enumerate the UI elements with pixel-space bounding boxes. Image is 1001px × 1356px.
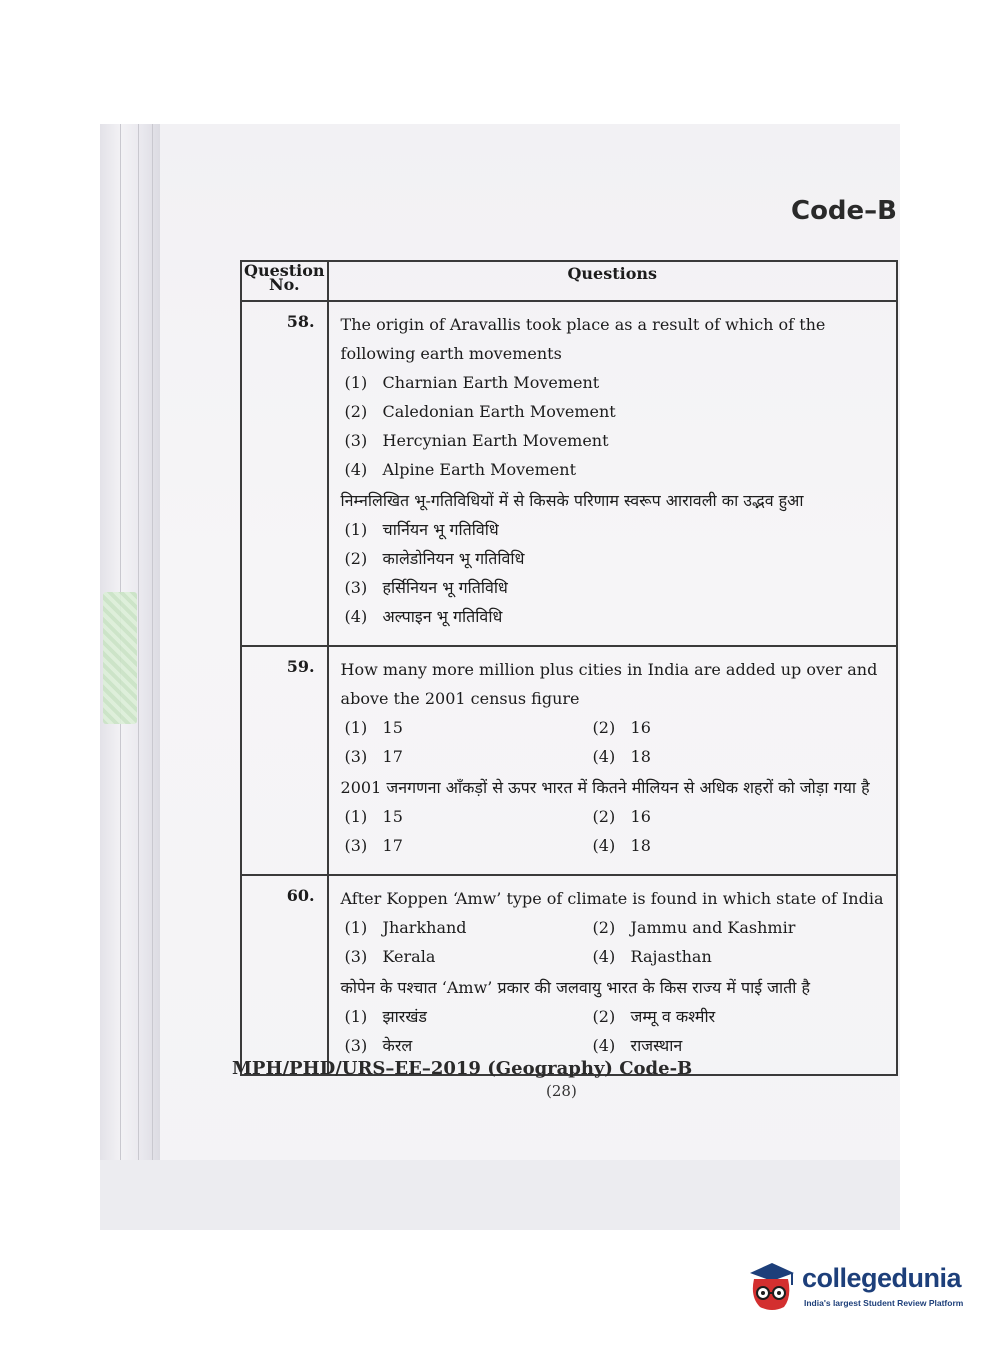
option-number: (3) [344,431,368,450]
brand-name: collegedunia [802,1263,962,1293]
option [341,602,892,631]
option-text: 16 [630,807,651,826]
option-number: (3) [344,836,368,855]
option-text: 16 [630,718,651,737]
question-number: 59. [241,646,328,875]
brand-tagline: India's largest Student Review Platform [804,1298,964,1308]
option-number: (4) [344,460,368,479]
option [593,742,853,771]
option-number: (2) [592,1007,616,1026]
option-text: Kerala [382,947,436,966]
question-number: 58. [241,301,328,646]
option-text: कालेडोनियन भू गतिविधि [382,549,525,568]
option-number: (2) [592,918,616,937]
option-text: झारखंड [382,1007,427,1026]
option-number: (1) [344,1007,368,1026]
option-number: (1) [344,520,368,539]
option-text: हर्सिनियन भू गतिविधि [382,578,508,597]
option-number: (2) [344,549,368,568]
option-number: (3) [344,947,368,966]
option-grid [341,1002,892,1060]
option [345,942,593,971]
question-stem-en: How many more million plus cities in India are added up over and above the 2001 census figure [340,660,878,708]
option-number: (3) [344,1036,368,1055]
option-text: Jharkhand [382,918,467,937]
option [345,1002,593,1031]
option [593,942,853,971]
option-number: (2) [344,402,368,421]
question-stem-en: After Koppen ‘Amw’ type of climate is found in which state of India [340,889,884,908]
question-row [241,875,897,1075]
page-number: (28) [546,1082,577,1100]
question-row [241,646,897,875]
option [593,713,853,742]
question-table [240,260,898,1076]
question-stem-hi: कोपेन के पश्चात ‘Amw’ प्रकार की जलवायु भारत के किस राज्य में पाई जाती है [340,978,811,997]
option-number: (2) [592,807,616,826]
question-stem-hi: निम्नलिखित भू-गतिविधियों में से किसके परिणाम स्वरूप आरावली का उद्भव हुआ [340,491,804,510]
option-text: Rajasthan [630,947,712,966]
option-text: अल्पाइन भू गतिविधि [382,607,503,626]
option-text: 17 [382,747,403,766]
option [341,368,892,397]
option [593,831,853,860]
option-text: 17 [382,836,403,855]
option [345,802,593,831]
option-text: Caledonian Earth Movement [382,402,616,421]
option [341,515,892,544]
question-body [328,875,897,1075]
option [341,573,892,602]
option-number: (1) [344,718,368,737]
option [341,397,892,426]
option-text: Charnian Earth Movement [382,373,600,392]
option-text: चार्नियन भू गतिविधि [382,520,499,539]
option [593,802,853,831]
option-number: (1) [344,373,368,392]
option-text: 15 [382,807,403,826]
question-no-header: Question No. [241,261,328,301]
option-number: (3) [344,747,368,766]
page-edge [100,1160,900,1230]
option-text: Hercynian Earth Movement [382,431,609,450]
option-text: 18 [630,747,651,766]
collegedunia-logo [742,1255,972,1315]
option [345,713,593,742]
option-number: (1) [344,807,368,826]
option-text: Alpine Earth Movement [382,460,577,479]
option-number: (1) [344,918,368,937]
paper-code-footer: MPH/PHD/URS–EE–2019 (Geography) Code-B [232,1058,693,1079]
option-text: 15 [382,718,403,737]
question-stem-hi: 2001 जनगणना आँकड़ों से ऊपर भारत में कितने मीलियन से अधिक शहरों को जोड़ा गया है [340,778,870,797]
option [593,1031,853,1060]
option [345,1031,593,1060]
question-body [328,301,897,646]
questions-header: Questions [328,261,897,301]
option [341,544,892,573]
option-grid [341,802,892,860]
option-text: Jammu and Kashmir [630,918,796,937]
question-number: 60. [241,875,328,1075]
option-number: (4) [344,607,368,626]
option-number: (4) [592,747,616,766]
option-number: (4) [592,836,616,855]
option [345,831,593,860]
option-number: (3) [344,578,368,597]
option-text: जम्मू व कश्मीर [630,1007,716,1026]
option [341,455,892,484]
option-number: (4) [592,1036,616,1055]
option [345,742,593,771]
option-number: (2) [592,718,616,737]
code-label: Code–B [790,196,897,226]
option-text: राजस्थान [630,1036,683,1055]
mascot-icon [742,1257,798,1313]
option-grid [341,913,892,971]
option [593,1002,853,1031]
option [593,913,853,942]
option-grid [341,713,892,771]
option-text: 18 [630,836,651,855]
question-body [328,646,897,875]
option [341,426,892,455]
option-text: केरल [382,1036,413,1055]
option [345,913,593,942]
question-row [241,301,897,646]
option-number: (4) [592,947,616,966]
binding-tape [103,592,137,724]
question-stem-en: The origin of Aravallis took place as a result of which of the following earth movements [340,315,826,363]
